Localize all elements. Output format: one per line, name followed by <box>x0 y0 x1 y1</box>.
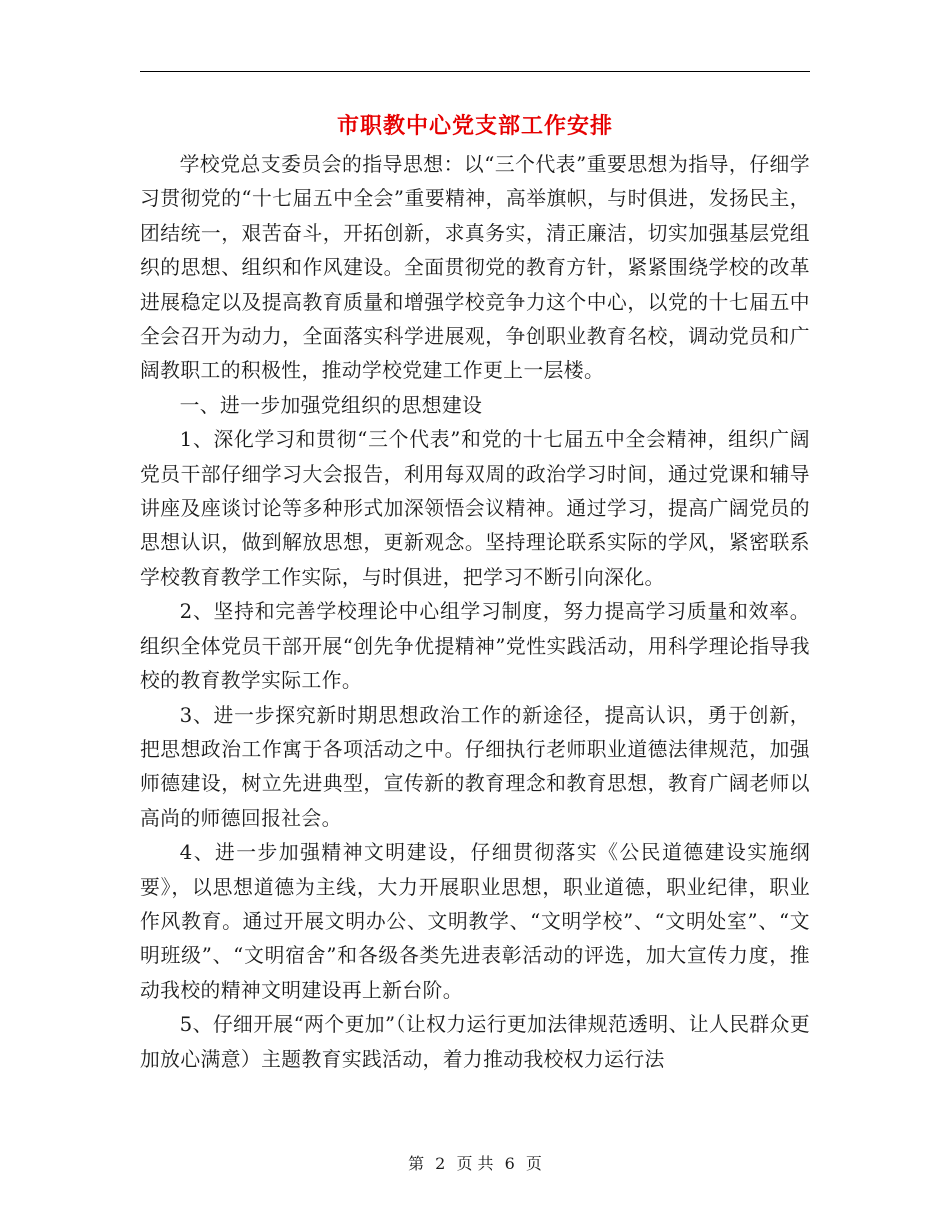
page-footer <box>0 1153 950 1175</box>
document-body <box>140 148 810 1077</box>
paragraph-item-1: 1、深化学习和贯彻“三个代表”和党的十七届五中全会精神，组织广阔党员干部仔细学习大会报告，利用每双周的政治学习时间，通过党课和辅导讲座及座谈讨论等多种形式加深领悟会议精神。通过学习，提高广阔党员的思想认识，做到解放思想，更新观念。坚持理论联系实际的学风，紧密联系学校教育教学工作实际，与时俱进，把学习不断引向深化。 <box>140 428 810 589</box>
footer-prefix: 第 <box>408 1154 425 1173</box>
footer-total-pages: 6 <box>504 1154 515 1173</box>
footer-middle: 页 共 <box>456 1154 494 1173</box>
paragraph-item-3: 3、进一步探究新时期思想政治工作的新途径，提高认识，勇于创新，把思想政治工作寓于各项活动之中。仔细执行老师职业道德法律规范，加强师德建设，树立先进典型，宣传新的教育理念和教育思想，教育广阔老师以高尚的师德回报社会。 <box>140 703 810 830</box>
paragraph-item-5: 5、仔细开展“两个更加”（让权力运行更加法律规范透明、让人民群众更加放心满意）主题教育实践活动，着力推动我校权力运行法 <box>140 1013 810 1071</box>
footer-current-page: 2 <box>435 1154 446 1173</box>
paragraph-item-4: 4、进一步加强精神文明建设，仔细贯彻落实《公民道德建设实施纲要》，以思想道德为主线，大力开展职业思想，职业道德，职业纪律，职业作风教育。通过开展文明办公、文明教学、“文明学校”、“文明处室”、“文明班级”、“文明宿舍”和各级各类先进表彰活动的评选，加大宣传力度，推动我校的精神文明建设再上新台阶。 <box>140 841 810 1002</box>
section-heading-ideological-building: 一、进一步加强党组织的思想建设 <box>179 393 483 417</box>
footer-suffix: 页 <box>525 1154 542 1173</box>
paragraph-item-2: 2、坚持和完善学校理论中心组学习制度，努力提高学习质量和效率。组织全体党员干部开展“创先争优提精神”党性实践活动，用科学理论指导我校的教育教学实际工作。 <box>140 600 810 693</box>
header-rule <box>140 71 810 72</box>
paragraph-guiding-ideology: 学校党总支委员会的指导思想：以“三个代表”重要思想为指导，仔细学习贯彻党的“十七届五中全会”重要精神，高举旗帜，与时俱进，发扬民主，团结统一，艰苦奋斗，开拓创新，求真务实，清正廉洁，切实加强基层党组织的思想、组织和作风建设。全面贯彻党的教育方针，紧紧围绕学校的改革进展稳定以及提高教育质量和增强学校竞争力这个中心，以党的十七届五中全会召开为动力，全面落实科学进展观，争创职业教育名校，调动党员和广阔教职工的积极性，推动学校党建工作更上一层楼。 <box>140 153 810 383</box>
document-title: 市职教中心党支部工作安排 <box>336 113 613 139</box>
